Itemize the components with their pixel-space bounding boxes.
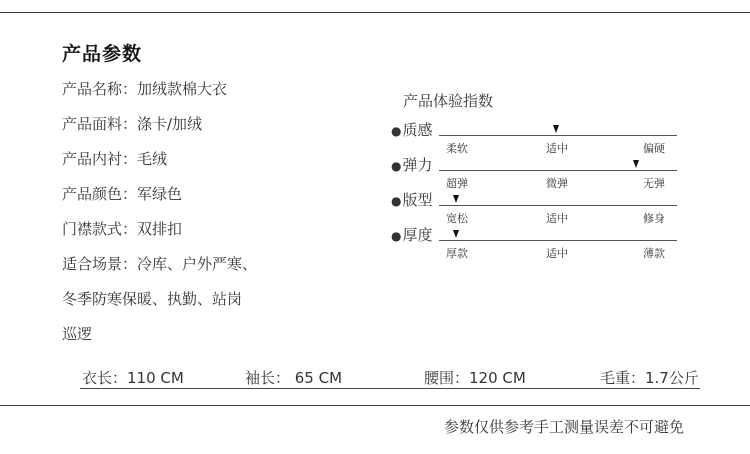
spec-scene-line-3: 巡逻 [62, 325, 93, 343]
indicator-label-text: 弹力 [402, 156, 433, 174]
spec-fabric: 产品面料：涤卡/加绒 [62, 115, 203, 133]
indicator-thickness [391, 224, 681, 258]
indicator-tick-mid: 微弹 [546, 177, 568, 190]
indicator-texture [391, 119, 681, 153]
measure-length: 衣长：110 CM [82, 369, 184, 387]
measure-weight: 毛重：1.7公斤 [600, 369, 699, 387]
indicator-fit [391, 189, 681, 223]
indicator-label-text: 厚度 [402, 226, 433, 244]
indicator-label [391, 189, 433, 210]
indicator-marker-icon [453, 195, 459, 203]
measure-waist: 腰围：120 CM [424, 369, 526, 387]
spec-scene-line-1: 适合场景：冷库、户外严寒、 [62, 255, 258, 273]
indicator-tick-low: 宽松 [446, 212, 468, 225]
indicator-tick-high: 修身 [643, 212, 665, 225]
indicator-label-text: 质感 [402, 121, 433, 139]
footnote: 参数仅供参考手工测量误差不可避免 [444, 418, 685, 436]
measurement-bar [80, 365, 700, 389]
indicator-marker-icon [553, 125, 559, 133]
indicator-tick-high: 偏硬 [643, 142, 665, 155]
indicator-tick-mid: 适中 [546, 142, 568, 155]
indicator-elasticity [391, 154, 681, 188]
bullet-icon: ● [391, 124, 402, 138]
indicator-tick-high: 薄款 [643, 247, 665, 260]
indicator-tick-high: 无弹 [643, 177, 665, 190]
experience-title: 产品体验指数 [403, 92, 494, 110]
bullet-icon: ● [391, 159, 402, 173]
indicator-marker-icon [453, 230, 459, 238]
indicator-label-text: 版型 [402, 191, 433, 209]
spec-product-name: 产品名称：加绒款棉大衣 [62, 80, 228, 98]
bullet-icon: ● [391, 194, 402, 208]
spec-color: 产品颜色：军绿色 [62, 185, 183, 203]
indicator-label [391, 224, 433, 245]
indicator-scale-line [439, 135, 677, 136]
page-title: 产品参数 [62, 43, 143, 65]
indicator-tick-low: 厚款 [446, 247, 468, 260]
spec-closure: 门襟款式：双排扣 [62, 220, 183, 238]
indicator-label [391, 119, 433, 140]
indicator-scale-line [439, 240, 677, 241]
top-divider [0, 12, 750, 13]
indicator-tick-low: 柔软 [446, 142, 468, 155]
indicator-tick-mid: 适中 [546, 247, 568, 260]
spec-scene-line-2: 冬季防寒保暖、执勤、站岗 [62, 290, 243, 308]
indicator-marker-icon [633, 160, 639, 168]
indicator-scale-line [439, 205, 677, 206]
measure-sleeve: 袖长： 65 CM [245, 369, 343, 387]
bullet-icon: ● [391, 229, 402, 243]
indicator-label [391, 154, 433, 175]
bottom-divider [0, 405, 750, 406]
indicator-tick-low: 超弹 [446, 177, 468, 190]
indicator-tick-mid: 适中 [546, 212, 568, 225]
spec-lining: 产品内衬：毛绒 [62, 150, 168, 168]
indicator-scale-line [439, 170, 677, 171]
